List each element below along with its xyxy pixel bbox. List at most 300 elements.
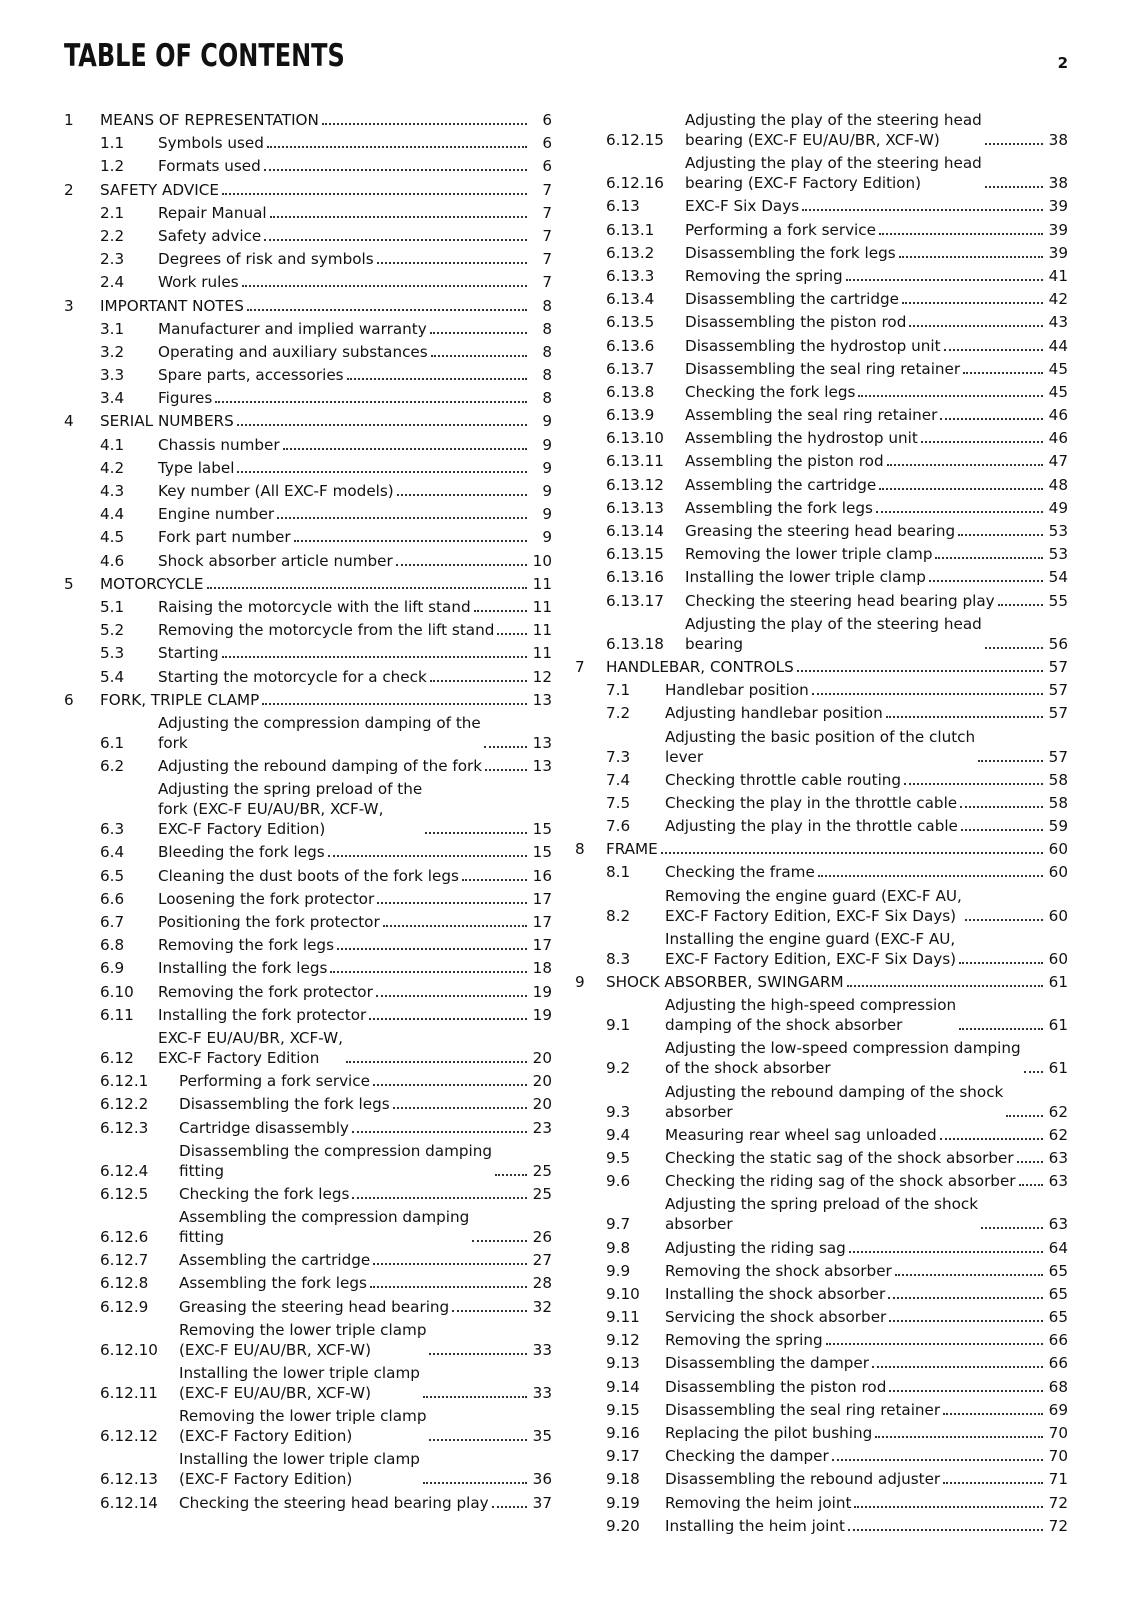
toc-entry[interactable] <box>64 1028 552 1068</box>
toc-entry[interactable] <box>64 180 552 200</box>
toc-entry[interactable] <box>575 680 1068 700</box>
toc-entry[interactable] <box>575 1469 1068 1489</box>
toc-entry-number: 5.1 <box>100 597 125 616</box>
toc-entry[interactable] <box>64 388 552 408</box>
toc-entry-number: 9.6 <box>606 1172 631 1191</box>
toc-entry[interactable] <box>575 995 1068 1035</box>
toc-entry-number: 2.3 <box>100 250 125 269</box>
toc-entry-number: 9.20 <box>606 1516 640 1535</box>
toc-entry-title: Disassembling the piston rod <box>665 1377 887 1396</box>
toc-entry-title: Raising the motorcycle with the lift stand <box>158 597 471 616</box>
dot-leader <box>958 534 1043 536</box>
toc-entry[interactable] <box>575 1171 1068 1191</box>
dot-leader <box>337 948 527 950</box>
toc-entry[interactable] <box>64 643 552 663</box>
toc-entry[interactable] <box>64 272 552 292</box>
toc-entry-page: 71 <box>1048 1470 1068 1489</box>
toc-entry[interactable] <box>64 935 552 955</box>
toc-entry[interactable] <box>64 842 552 862</box>
dot-leader <box>832 1459 1043 1461</box>
dot-leader <box>346 1061 527 1063</box>
toc-entry-number: 4.3 <box>100 482 125 500</box>
toc-entry-title: Bleeding the fork legs <box>158 843 325 862</box>
toc-entry-title: Adjusting the compression damping of the fork <box>158 713 481 752</box>
toc-entry-number: 9.18 <box>606 1470 640 1489</box>
toc-entry-page: 49 <box>1048 498 1068 517</box>
toc-entry-number: 7.3 <box>606 747 631 766</box>
toc-entry[interactable] <box>575 839 1068 859</box>
toc-entry[interactable] <box>64 690 552 710</box>
dot-leader <box>247 309 527 311</box>
toc-entry-page: 13 <box>532 757 552 776</box>
toc-entry-title: Removing the motorcycle from the lift stand <box>158 621 495 640</box>
dot-leader <box>879 488 1043 490</box>
dot-leader <box>965 919 1043 921</box>
toc-entry-page: 68 <box>1048 1377 1068 1396</box>
toc-entry[interactable] <box>64 110 552 130</box>
toc-entry-number: 6.12.15 <box>606 131 664 149</box>
toc-entry[interactable] <box>64 365 552 385</box>
toc-entry-title: Greasing the steering head bearing <box>685 522 956 540</box>
toc-entry[interactable] <box>575 220 1068 240</box>
dot-leader <box>328 855 527 857</box>
toc-entry-title: Disassembling the seal ring retainer <box>685 359 961 378</box>
toc-entry-number: 9.14 <box>606 1377 640 1396</box>
dot-leader <box>981 1227 1043 1229</box>
toc-entry[interactable] <box>575 243 1068 263</box>
toc-entry[interactable] <box>64 866 552 886</box>
toc-entry[interactable] <box>64 889 552 909</box>
toc-entry[interactable] <box>575 1493 1068 1513</box>
toc-entry-title: Removing the lower triple clamp (EXC-F Factory Edition) <box>179 1407 427 1446</box>
toc-entry-number: 6.12.16 <box>606 174 664 193</box>
toc-entry-number: 6.13.12 <box>606 475 664 494</box>
toc-entry[interactable] <box>575 591 1068 611</box>
toc-entry-title: Installing the lower triple clamp <box>685 568 926 587</box>
toc-entry[interactable] <box>575 1261 1068 1281</box>
toc-entry-number: 4.5 <box>100 528 125 547</box>
toc-entry-number: 6.12.3 <box>100 1118 149 1137</box>
toc-entry[interactable] <box>64 226 552 246</box>
toc-entry-page: 70 <box>1048 1424 1068 1442</box>
toc-entry[interactable] <box>575 359 1068 379</box>
toc-column-left <box>64 110 552 1516</box>
dot-leader <box>430 332 527 334</box>
toc-entry-page: 32 <box>532 1297 552 1316</box>
toc-entry[interactable] <box>575 1148 1068 1168</box>
toc-entry-title: Assembling the fork legs <box>179 1274 367 1293</box>
toc-entry-number: 9 <box>575 973 585 991</box>
toc-entry-title: Replacing the pilot bushing <box>665 1424 873 1442</box>
dot-leader <box>347 378 527 380</box>
toc-entry[interactable] <box>575 1423 1068 1443</box>
toc-entry[interactable] <box>575 1284 1068 1304</box>
toc-entry-title: Removing the spring <box>685 266 843 285</box>
dot-leader <box>935 557 1043 559</box>
toc-entry-title: Disassembling the piston rod <box>685 313 907 332</box>
toc-entry-title: SAFETY ADVICE <box>100 180 219 199</box>
toc-entry-title: Figures <box>158 389 213 408</box>
toc-entry[interactable] <box>575 1330 1068 1350</box>
toc-entry-page: 61 <box>1048 1016 1068 1035</box>
toc-entry[interactable] <box>64 597 552 617</box>
dot-leader <box>425 832 527 834</box>
dot-leader <box>237 471 527 473</box>
toc-entry-number: 6.13 <box>606 197 640 216</box>
toc-entry-number: 7 <box>575 657 585 676</box>
toc-entry-page: 53 <box>1048 545 1068 564</box>
toc-entry-number: 6.12.9 <box>100 1297 149 1316</box>
toc-entry-number: 4.6 <box>100 551 125 570</box>
toc-entry[interactable] <box>575 382 1068 402</box>
toc-entry-number: 6.12.5 <box>100 1184 149 1203</box>
toc-entry-page: 20 <box>532 1072 552 1091</box>
dot-leader <box>352 1197 527 1199</box>
toc-entry[interactable] <box>575 153 1068 193</box>
toc-entry-number: 9.10 <box>606 1284 640 1303</box>
toc-entry-page: 46 <box>1048 406 1068 425</box>
toc-entry[interactable] <box>64 958 552 978</box>
toc-entry[interactable] <box>64 667 552 687</box>
dot-leader <box>383 925 527 927</box>
dot-leader <box>889 1390 1043 1392</box>
toc-entry[interactable] <box>575 567 1068 587</box>
toc-entry[interactable] <box>64 756 552 776</box>
dot-leader <box>921 441 1043 443</box>
toc-entry-number: 2.4 <box>100 273 125 292</box>
toc-entry[interactable] <box>64 1118 552 1138</box>
toc-entry[interactable] <box>64 1297 552 1317</box>
toc-entry-page: 20 <box>532 1048 552 1067</box>
dot-leader <box>1024 1071 1043 1073</box>
toc-entry[interactable] <box>64 551 552 571</box>
dot-leader <box>904 783 1043 785</box>
toc-entry[interactable] <box>575 614 1068 654</box>
toc-entry[interactable] <box>575 521 1068 541</box>
toc-entry-page: 63 <box>1048 1148 1068 1167</box>
toc-entry[interactable] <box>575 544 1068 564</box>
toc-entry-title: Degrees of risk and symbols <box>158 250 374 269</box>
toc-entry-page: 60 <box>1048 863 1068 882</box>
toc-entry-page: 27 <box>532 1251 552 1270</box>
toc-entry-page: 47 <box>1048 452 1068 471</box>
toc-entry-title: Removing the fork legs <box>158 936 334 955</box>
toc-entry-number: 9.5 <box>606 1148 631 1167</box>
toc-entry[interactable] <box>64 713 552 753</box>
toc-entry-page: 58 <box>1048 770 1068 789</box>
toc-entry[interactable] <box>575 1516 1068 1536</box>
toc-entry-title: Assembling the hydrostop unit <box>685 429 918 448</box>
toc-entry[interactable] <box>575 862 1068 882</box>
toc-entry[interactable] <box>64 156 552 176</box>
toc-entry-title: Checking the damper <box>665 1447 829 1466</box>
toc-entry[interactable] <box>575 816 1068 836</box>
dot-leader <box>452 1310 527 1312</box>
toc-entry-title: MOTORCYCLE <box>100 574 204 593</box>
dot-leader <box>940 1138 1043 1140</box>
toc-entry-number: 6.12 <box>100 1048 134 1067</box>
dot-leader <box>875 1436 1043 1438</box>
toc-entry-title: Adjusting the play of the steering head bearing (EXC-F EU/AU/BR, XCF-W) <box>685 111 982 149</box>
dot-leader <box>397 494 527 496</box>
toc-entry-title: Checking the static sag of the shock absorber <box>665 1148 1014 1167</box>
toc-entry[interactable] <box>64 527 552 547</box>
toc-entry-title: Handlebar position <box>665 681 809 700</box>
toc-entry-title: Checking the steering head bearing play <box>685 591 995 610</box>
toc-entry[interactable] <box>575 1377 1068 1397</box>
toc-entry[interactable] <box>575 1125 1068 1145</box>
toc-entry-number: 2.1 <box>100 203 125 222</box>
dot-leader <box>474 610 527 612</box>
dot-leader <box>429 1439 527 1441</box>
toc-entry[interactable] <box>575 793 1068 813</box>
toc-entry-title: Performing a fork service <box>685 220 876 239</box>
toc-entry-number: 6.13.2 <box>606 243 655 262</box>
toc-entry[interactable] <box>575 886 1068 926</box>
toc-entry-title: Disassembling the fork legs <box>179 1095 390 1114</box>
toc-entry[interactable] <box>64 1449 552 1489</box>
toc-entry-number: 6.4 <box>100 843 125 862</box>
toc-entry[interactable] <box>575 110 1068 150</box>
toc-entry[interactable] <box>64 435 552 455</box>
toc-entry-title: Measuring rear wheel sag unloaded <box>665 1125 937 1144</box>
toc-entry[interactable] <box>575 929 1068 969</box>
toc-entry[interactable] <box>64 1250 552 1270</box>
toc-entry-title: Formats used <box>158 157 261 176</box>
toc-entry-page: 57 <box>1048 704 1068 723</box>
toc-entry[interactable] <box>575 451 1068 471</box>
toc-entry-number: 6.1 <box>100 733 125 752</box>
toc-entry-page: 39 <box>1048 243 1068 262</box>
toc-entry-title: Installing the lower triple clamp (EXC-F EU/AU/BR, XCF-W) <box>179 1364 420 1402</box>
toc-entry-title: Checking the play in the throttle cable <box>665 793 958 812</box>
dot-leader <box>985 143 1043 145</box>
toc-entry[interactable] <box>575 405 1068 425</box>
toc-entry-page: 8 <box>542 342 552 361</box>
toc-entry[interactable] <box>575 703 1068 723</box>
toc-entry-page: 57 <box>1048 747 1068 766</box>
toc-entry-page: 60 <box>1048 906 1068 925</box>
toc-entry[interactable] <box>575 289 1068 309</box>
toc-entry-page: 72 <box>1048 1516 1068 1535</box>
dot-leader <box>960 806 1043 808</box>
toc-entry-number: 9.11 <box>606 1308 640 1327</box>
toc-entry-number: 9.2 <box>606 1059 631 1078</box>
toc-entry-page: 13 <box>532 733 552 752</box>
toc-entry-number: 8.2 <box>606 906 631 925</box>
toc-entry-page: 45 <box>1048 359 1068 378</box>
toc-entry[interactable] <box>64 620 552 640</box>
toc-entry[interactable] <box>64 411 552 431</box>
dot-leader <box>264 239 527 241</box>
toc-entry-number: 2 <box>64 180 74 199</box>
toc-entry-number: 9.9 <box>606 1261 631 1280</box>
toc-entry[interactable] <box>64 779 552 839</box>
toc-entry[interactable] <box>575 336 1068 356</box>
dot-leader <box>661 852 1043 854</box>
dot-leader <box>207 587 527 589</box>
toc-entry[interactable] <box>575 312 1068 332</box>
toc-entry-number: 5 <box>64 574 74 593</box>
toc-entry[interactable] <box>64 1094 552 1114</box>
toc-entry[interactable] <box>64 504 552 524</box>
toc-entry-title: Safety advice <box>158 226 262 245</box>
toc-entry[interactable] <box>575 1446 1068 1466</box>
dot-leader <box>377 902 527 904</box>
toc-entry[interactable] <box>64 574 552 594</box>
toc-entry[interactable] <box>64 481 552 501</box>
dot-leader <box>396 564 527 566</box>
toc-entry-number: 6.13.4 <box>606 290 655 309</box>
toc-entry[interactable] <box>64 1320 552 1360</box>
toc-entry[interactable] <box>64 458 552 478</box>
toc-entry-title: Performing a fork service <box>179 1072 370 1091</box>
toc-entry[interactable] <box>64 1363 552 1403</box>
toc-entry[interactable] <box>575 657 1068 677</box>
toc-entry-number: 9.4 <box>606 1125 631 1144</box>
toc-entry-number: 6.9 <box>100 959 125 978</box>
toc-entry-title: Disassembling the fork legs <box>685 243 896 262</box>
toc-entry[interactable] <box>64 912 552 932</box>
toc-entry-page: 6 <box>542 157 552 176</box>
toc-entry-title: Checking the riding sag of the shock absorber <box>665 1172 1016 1191</box>
toc-entry-title: Adjusting the rebound damping of the fork <box>158 757 483 776</box>
toc-entry-number: 6.6 <box>100 889 125 908</box>
toc-entry-number: 9.12 <box>606 1331 640 1350</box>
toc-entry[interactable] <box>575 1307 1068 1327</box>
toc-entry-title: Greasing the steering head bearing <box>179 1297 450 1316</box>
toc-entry-title: Removing the engine guard (EXC-F AU, EXC-F Factory Edition, EXC-F Six Days) <box>665 886 962 925</box>
dot-leader <box>222 193 527 195</box>
toc-entry[interactable] <box>575 428 1068 448</box>
toc-entry[interactable] <box>64 1273 552 1293</box>
toc-entry[interactable] <box>64 319 552 339</box>
toc-entry-title: Assembling the seal ring retainer <box>685 406 938 425</box>
toc-entry-page: 54 <box>1048 568 1068 587</box>
toc-entry-page: 12 <box>532 667 552 686</box>
toc-entry[interactable] <box>64 203 552 223</box>
toc-entry[interactable] <box>575 1082 1068 1122</box>
toc-entry[interactable] <box>575 1400 1068 1420</box>
dot-leader <box>294 540 527 542</box>
toc-entry[interactable] <box>64 982 552 1002</box>
dot-leader <box>472 1240 527 1242</box>
dot-leader <box>497 633 527 635</box>
toc-entry[interactable] <box>575 1194 1068 1234</box>
toc-column-right <box>575 110 1068 1539</box>
toc-entry-title: Installing the fork legs <box>158 959 328 978</box>
toc-entry[interactable] <box>575 498 1068 518</box>
toc-entry[interactable] <box>575 972 1068 992</box>
toc-entry-title: Adjusting the low-speed compression damping of the shock absorber <box>665 1039 1021 1078</box>
toc-entry-page: 61 <box>1048 973 1068 991</box>
toc-entry-number: 6.13.9 <box>606 406 655 425</box>
toc-entry-page: 36 <box>532 1470 552 1489</box>
dot-leader <box>899 256 1043 258</box>
dot-leader <box>847 985 1043 987</box>
toc-entry-page: 7 <box>542 180 552 199</box>
toc-entry-page: 66 <box>1048 1331 1068 1350</box>
toc-entry-title: HANDLEBAR, CONTROLS <box>606 657 794 676</box>
dot-leader <box>895 1274 1043 1276</box>
toc-entry[interactable] <box>575 196 1068 216</box>
dot-leader <box>902 302 1043 304</box>
dot-leader <box>963 372 1043 374</box>
toc-entry-page: 23 <box>532 1118 552 1137</box>
toc-entry[interactable] <box>575 1038 1068 1078</box>
toc-entry-page: 13 <box>532 690 552 709</box>
toc-entry[interactable] <box>575 1238 1068 1258</box>
toc-entry-number: 6.12.2 <box>100 1095 149 1114</box>
toc-entry[interactable] <box>64 1493 552 1513</box>
dot-leader <box>858 395 1043 397</box>
toc-entry-page: 8 <box>542 319 552 338</box>
toc-entry[interactable] <box>64 1406 552 1446</box>
dot-leader <box>985 647 1043 649</box>
toc-entry[interactable] <box>64 1207 552 1247</box>
toc-entry[interactable] <box>64 133 552 153</box>
toc-entry-title: Cleaning the dust boots of the fork legs <box>158 866 459 885</box>
toc-entry-title: Assembling the cartridge <box>179 1251 371 1270</box>
toc-entry[interactable] <box>575 727 1068 767</box>
toc-entry-number: 6.12.8 <box>100 1274 149 1293</box>
dot-leader <box>393 1107 527 1109</box>
toc-entry-page: 41 <box>1048 266 1068 285</box>
toc-entry-title: Engine number <box>158 505 275 524</box>
toc-entry-number: 9.7 <box>606 1215 631 1234</box>
dot-leader <box>943 1413 1043 1415</box>
toc-entry-number: 1.2 <box>100 157 125 176</box>
toc-entry-title: Removing the lower triple clamp (EXC-F EU/AU/BR, XCF-W) <box>179 1320 427 1359</box>
toc-entry[interactable] <box>64 342 552 362</box>
dot-leader <box>373 1263 527 1265</box>
toc-entry[interactable] <box>575 770 1068 790</box>
dot-leader <box>267 146 527 148</box>
toc-entry[interactable] <box>64 1071 552 1091</box>
toc-entry-number: 9.19 <box>606 1493 640 1512</box>
toc-entry[interactable] <box>64 249 552 269</box>
toc-entry[interactable] <box>575 266 1068 286</box>
toc-entry[interactable] <box>64 1184 552 1204</box>
toc-entry-page: 6 <box>542 111 552 129</box>
toc-entry[interactable] <box>64 1005 552 1025</box>
toc-entry-number: 6.13.3 <box>606 266 655 285</box>
dot-leader <box>909 325 1043 327</box>
toc-entry[interactable] <box>575 1353 1068 1373</box>
toc-entry-page: 62 <box>1048 1125 1068 1144</box>
toc-entry-number: 6.13.1 <box>606 220 655 239</box>
dot-leader <box>797 670 1043 672</box>
toc-entry-page: 63 <box>1048 1215 1068 1234</box>
toc-entry-number: 7.6 <box>606 817 631 836</box>
toc-entry-title: Assembling the compression damping fitting <box>179 1208 470 1247</box>
toc-entry[interactable] <box>64 1141 552 1181</box>
toc-entry-page: 57 <box>1048 657 1068 676</box>
dot-leader <box>423 1396 527 1398</box>
toc-entry-number: 6.12.12 <box>100 1427 158 1446</box>
toc-entry-page: 18 <box>532 959 552 978</box>
toc-entry-title: Repair Manual <box>158 203 267 222</box>
toc-entry-number: 6.8 <box>100 936 125 955</box>
toc-entry[interactable] <box>575 475 1068 495</box>
dot-leader <box>802 209 1043 211</box>
toc-entry[interactable] <box>64 296 552 316</box>
toc-entry-page: 60 <box>1048 949 1068 968</box>
toc-entry-number: 6.3 <box>100 820 125 839</box>
toc-entry-page: 33 <box>532 1384 552 1402</box>
toc-entry-number: 6.12.10 <box>100 1340 158 1359</box>
toc-entry-number: 6.12.7 <box>100 1251 149 1270</box>
